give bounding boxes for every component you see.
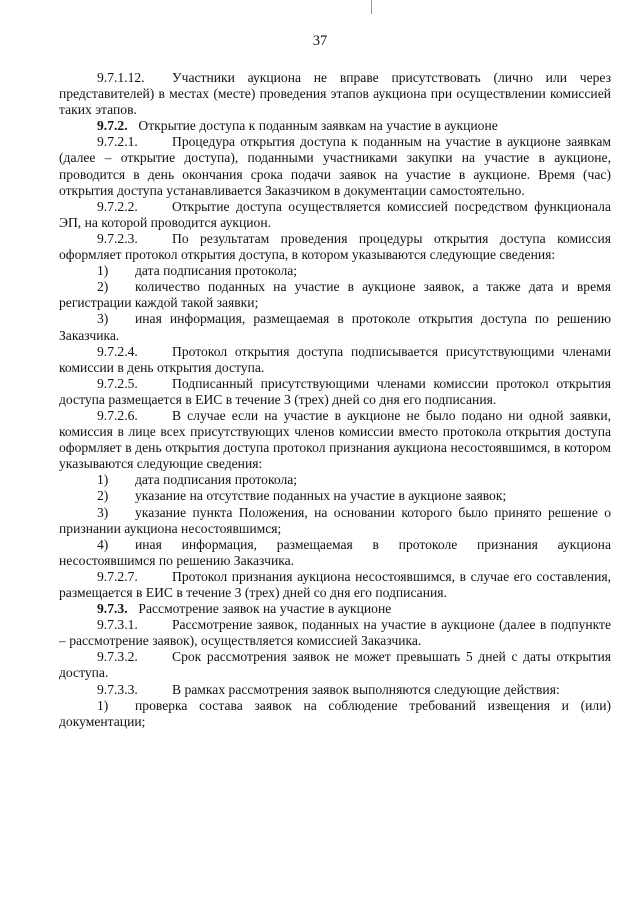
clause-number: 1): [97, 263, 109, 279]
clause-text: По результатам проведения процедуры открытия доступа комиссия оформляет протокол открытия доступа, в котором указываются следующие сведения:: [59, 230, 611, 263]
page-number: 37: [312, 33, 328, 49]
clause-paragraph: [59, 408, 611, 472]
list-item: [59, 472, 611, 488]
clause-text: проверка состава заявок на соблюдение требований извещения и (или) документации;: [59, 697, 611, 729]
list-item: [59, 279, 611, 311]
clause-number: 9.7.2.4.: [97, 343, 138, 359]
clause-paragraph: [59, 344, 611, 376]
clause-text: Открытие доступа к поданным заявкам на участие в аукционе: [138, 118, 498, 134]
clause-number: 9.7.2.6.: [97, 407, 138, 423]
clause-text: Открытие доступа осуществляется комиссией посредством функционала ЭП, на которой проводится аукцион.: [59, 198, 611, 230]
clause-text: Подписанный присутствующими членами комиссии протокол открытия доступа размещается в ЕИС в течение 3 (трех) дней со дня его подписания.: [59, 375, 611, 407]
clause-text: Рассмотрение заявок, поданных на участие в аукционе (далее в подпункте – рассмотрение заявок), осуществляется комиссией Заказчика.: [59, 617, 611, 649]
clause-text: дата подписания протокола;: [135, 263, 298, 279]
clause-number: 1): [97, 697, 109, 713]
clause-number: 9.7.2.: [97, 118, 128, 134]
clause-paragraph: [59, 376, 611, 408]
clause-number: 2): [97, 488, 109, 504]
clause-number: 3): [97, 311, 109, 327]
scan-mark: [371, 0, 372, 14]
clause-text: Процедура открытия доступа к поданным на участие в аукционе заявкам (далее – открытие доступа), поданными участниками закупки на участие в аукционе, проводится в день окончания срока подачи заявок на участие в аукционе. Время (час) открытия доступа устанавливается Заказчиком в документации самостоятельно.: [59, 134, 611, 198]
clause-text: дата подписания протокола;: [135, 472, 298, 488]
clause-text: иная информация, размещаемая в протоколе открытия доступа по решению Заказчика.: [59, 311, 611, 343]
clause-text: Протокол признания аукциона несостоявшимся, в случае его составления, размещается в ЕИС в течение 3 (трех) дней со дня его подписания.: [59, 568, 611, 600]
clause-number: 9.7.1.12.: [97, 70, 145, 85]
clause-text: иная информация, размещаемая в протоколе признания аукциона несостоявшимся по решению Заказчика.: [59, 536, 611, 568]
clause-paragraph: [59, 682, 611, 698]
clause-paragraph: [59, 199, 611, 231]
clause-text: указание пункта Положения, на основании которого было принято решение о признании аукциона несостоявшимся;: [59, 504, 611, 536]
clause-paragraph: [59, 134, 611, 198]
clause-number: 9.7.2.2.: [97, 198, 138, 214]
clause-paragraph: [59, 617, 611, 649]
clause-text: количество поданных на участие в аукционе заявок, а также дата и время регистрации каждой такой заявки;: [59, 279, 611, 311]
list-item: [59, 537, 611, 569]
clause-paragraph: [59, 231, 611, 263]
clause-paragraph: [59, 569, 611, 601]
clause-number: 9.7.2.7.: [97, 568, 138, 584]
list-item: [59, 263, 611, 279]
clause-number: 1): [97, 472, 109, 488]
list-item: [59, 311, 611, 343]
clause-number: 2): [97, 279, 109, 295]
clause-number: 9.7.3.: [97, 601, 128, 617]
section-heading: [59, 118, 611, 134]
clause-number: 9.7.2.1.: [97, 134, 138, 150]
clause-number: 9.7.3.1.: [97, 617, 138, 633]
clause-number: 9.7.3.2.: [97, 649, 138, 665]
clause-text: В рамках рассмотрения заявок выполняются следующие действия:: [172, 681, 560, 697]
clause-number: 9.7.2.5.: [97, 375, 138, 391]
clause-text: Рассмотрение заявок на участие в аукционе: [138, 601, 392, 617]
clause-text: Участники аукциона не вправе присутствовать (лично или через представителей) в местах (месте) проведения этапов аукциона при осуществлении комиссией таких этапов.: [59, 70, 611, 118]
clause-paragraph: [59, 649, 611, 681]
clause-text: Протокол открытия доступа подписывается присутствующими членами комиссии в день открытия доступа.: [59, 343, 611, 375]
list-item: [59, 698, 611, 730]
clause-number: 9.7.2.3.: [97, 230, 138, 246]
clause-number: 3): [97, 504, 109, 520]
clause-text: указание на отсутствие поданных на участие в аукционе заявок;: [135, 488, 507, 504]
clause-text: В случае если на участие в аукционе не было подано ни одной заявки, комиссия в лице всех присутствующих членов комиссии вместо протокола открытия доступа оформляет в день открытия доступа протокол признания аукциона несостоявшимся, в котором указываются следующие сведения:: [59, 407, 611, 472]
clause-paragraph: [59, 70, 611, 118]
clause-text: Срок рассмотрения заявок не может превышать 5 дней с даты открытия доступа.: [59, 649, 611, 681]
list-item: [59, 505, 611, 537]
list-item: [59, 488, 611, 504]
document-body: [59, 70, 611, 730]
section-heading: [59, 601, 611, 617]
clause-number: 9.7.3.3.: [97, 681, 138, 697]
clause-number: 4): [97, 536, 109, 552]
